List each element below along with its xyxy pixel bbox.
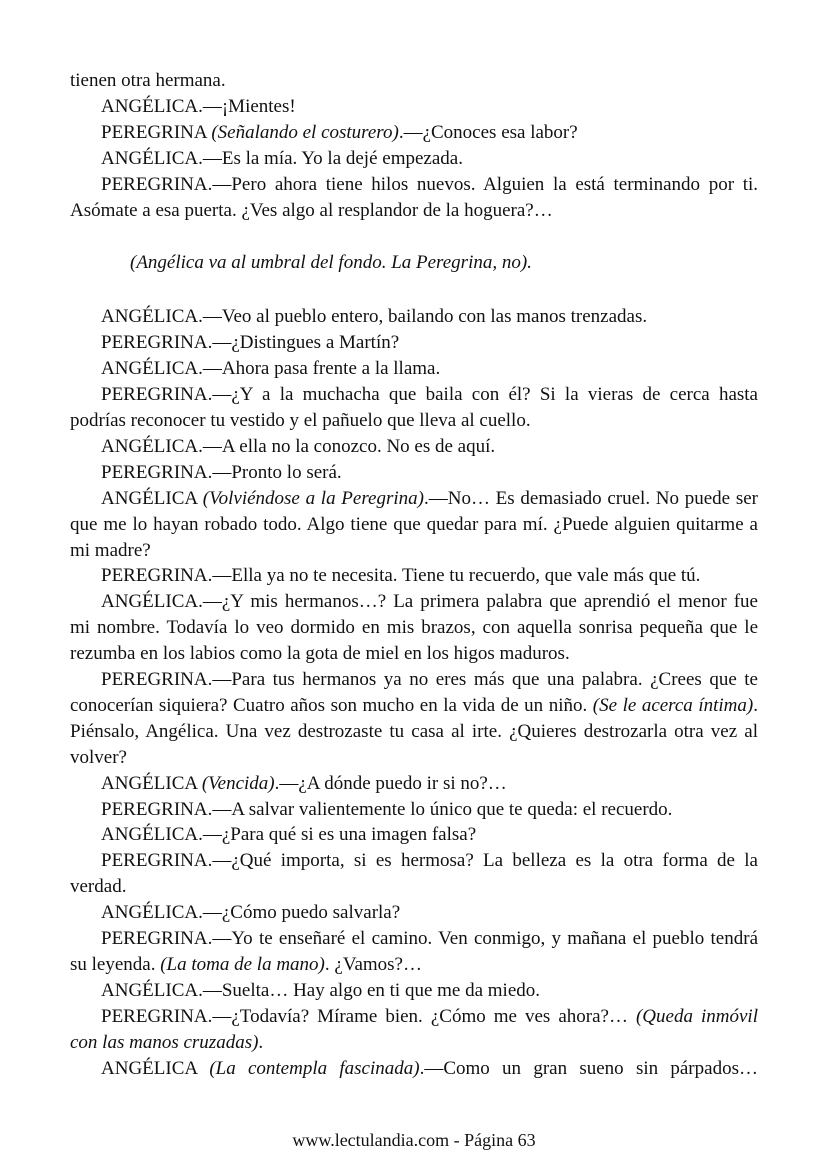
italic-stage-note: (Volviéndose a la Peregrina) [202, 487, 424, 509]
dialogue-paragraph [70, 900, 758, 926]
text-run: PEREGRINA [101, 121, 212, 143]
text-run: .—¿Conoces esa labor? [398, 121, 578, 143]
page-footer: www.lectulandia.com - Página 63 [292, 1130, 536, 1150]
text-run: PEREGRINA.—Para tus hermanos ya no eres más que una palabra. ¿Crees que te conocerían siquiera? Cuatro años son mucho en la vida de un niño. [70, 669, 758, 716]
dialogue-paragraph [70, 926, 758, 978]
dialogue-paragraph [70, 304, 758, 330]
dialogue-paragraph [70, 797, 758, 823]
dialogue-paragraph [70, 563, 758, 589]
text-run: PEREGRINA.—¿Y a la muchacha que baila con él? Si la vieras de cerca hasta podrías reconocer tu vestido y el pañuelo que lleva al cuello. [70, 384, 758, 431]
text-run: . Piénsalo, Angélica. Una vez destrozaste tu casa al irte. ¿Quieres destrozarla otra vez al volver? [70, 694, 758, 768]
text-run: ANGÉLICA.—Suelta… Hay algo en ti que me da miedo. [101, 979, 541, 1001]
text-run: ANGÉLICA [101, 772, 202, 794]
stage-direction [70, 250, 758, 276]
text-run: PEREGRINA.—¿Todavía? Mírame bien. ¿Cómo me ves ahora?… [101, 1005, 636, 1027]
italic-stage-note: (Señalando el costurero) [211, 121, 399, 143]
dialogue-paragraph [70, 146, 758, 172]
italic-stage-note: (La contempla fascinada) [209, 1057, 420, 1079]
dialogue-paragraph [70, 486, 758, 564]
text-run: ANGÉLICA.—¡Mientes! [101, 95, 296, 117]
italic-stage-note: (Se le acerca íntima) [592, 694, 754, 716]
dialogue-paragraph [70, 382, 758, 434]
text-run: PEREGRINA.—Pero ahora tiene hilos nuevos. Alguien la está terminando por ti. Asómate a esa puerta. ¿Ves algo al resplandor de la hoguera?… [70, 173, 758, 221]
text-run: ANGÉLICA [101, 487, 203, 509]
text-run: PEREGRINA.—A salvar valientemente lo único que te queda: el recuerdo. [101, 798, 673, 820]
text-run: PEREGRINA.—Yo te enseñaré el camino. Ven conmigo, y mañana el pueblo tendrá su leyenda. [70, 928, 758, 975]
body-text [70, 68, 758, 1082]
text-run: ANGÉLICA [101, 1057, 210, 1079]
dialogue-paragraph [70, 822, 758, 848]
text-run: PEREGRINA.—¿Qué importa, si es hermosa? La belleza es la otra forma de la verdad. [70, 850, 758, 898]
dialogue-paragraph [70, 330, 758, 356]
text-run: .—¿A dónde puedo ir si no?… [274, 772, 507, 794]
dialogue-paragraph [70, 94, 758, 120]
dialogue-paragraph [70, 848, 758, 900]
dialogue-paragraph [70, 978, 758, 1004]
italic-stage-note: (Queda inmóvil con las manos cruzadas) [70, 1005, 758, 1053]
text-run: ANGÉLICA.—Es la mía. Yo la dejé empezada. [101, 147, 463, 169]
dialogue-paragraph [70, 667, 758, 771]
italic-stage-note: (La toma de la mano) [160, 954, 325, 975]
dialogue-paragraph [70, 460, 758, 486]
text-run: ANGÉLICA.—A ella no la conozco. No es de aquí. [101, 435, 496, 457]
text-run: PEREGRINA.—Ella ya no te necesita. Tiene tu recuerdo, que vale más que tú. [101, 565, 701, 587]
dialogue-paragraph [70, 68, 758, 94]
text-run: . ¿Vamos?… [324, 954, 422, 975]
italic-stage-note: (Vencida) [201, 772, 275, 794]
text-run: (Angélica va al umbral del fondo. La Peregrina, no). [130, 252, 532, 274]
text-run: ANGÉLICA.—¿Y mis hermanos…? La primera palabra que aprendió el menor fue mi nombre. Todavía lo veo dormido en mis brazos, con aquella sonrisa pequeña que le rezumba en los labios como la gota de miel en los higos maduros. [70, 591, 758, 665]
dialogue-paragraph [70, 356, 758, 382]
text-run: .—Como un gran sueno sin párpados… [419, 1057, 758, 1079]
text-run: . [258, 1031, 264, 1053]
dialogue-paragraph [70, 120, 758, 146]
text-run: tienen otra hermana. [70, 70, 226, 91]
dialogue-paragraph [70, 771, 758, 797]
text-run: ANGÉLICA.—Veo al pueblo entero, bailando con las manos trenzadas. [101, 306, 648, 328]
text-run: PEREGRINA.—¿Distingues a Martín? [101, 332, 400, 354]
dialogue-paragraph [70, 172, 758, 224]
dialogue-paragraph [70, 434, 758, 460]
text-run: ANGÉLICA.—¿Para qué si es una imagen falsa? [101, 824, 477, 846]
text-run: ANGÉLICA.—¿Cómo puedo salvarla? [101, 902, 401, 924]
text-run: PEREGRINA.—Pronto lo será. [101, 461, 342, 483]
dialogue-paragraph [70, 589, 758, 667]
dialogue-paragraph [70, 1004, 758, 1056]
text-run: .—No… Es demasiado cruel. No puede ser que me lo hayan robado todo. Algo tiene que quedar para mí. ¿Puede alguien quitarme a mi madre? [70, 487, 758, 561]
text-run: ANGÉLICA.—Ahora pasa frente a la llama. [101, 358, 441, 380]
dialogue-paragraph [70, 1056, 758, 1082]
